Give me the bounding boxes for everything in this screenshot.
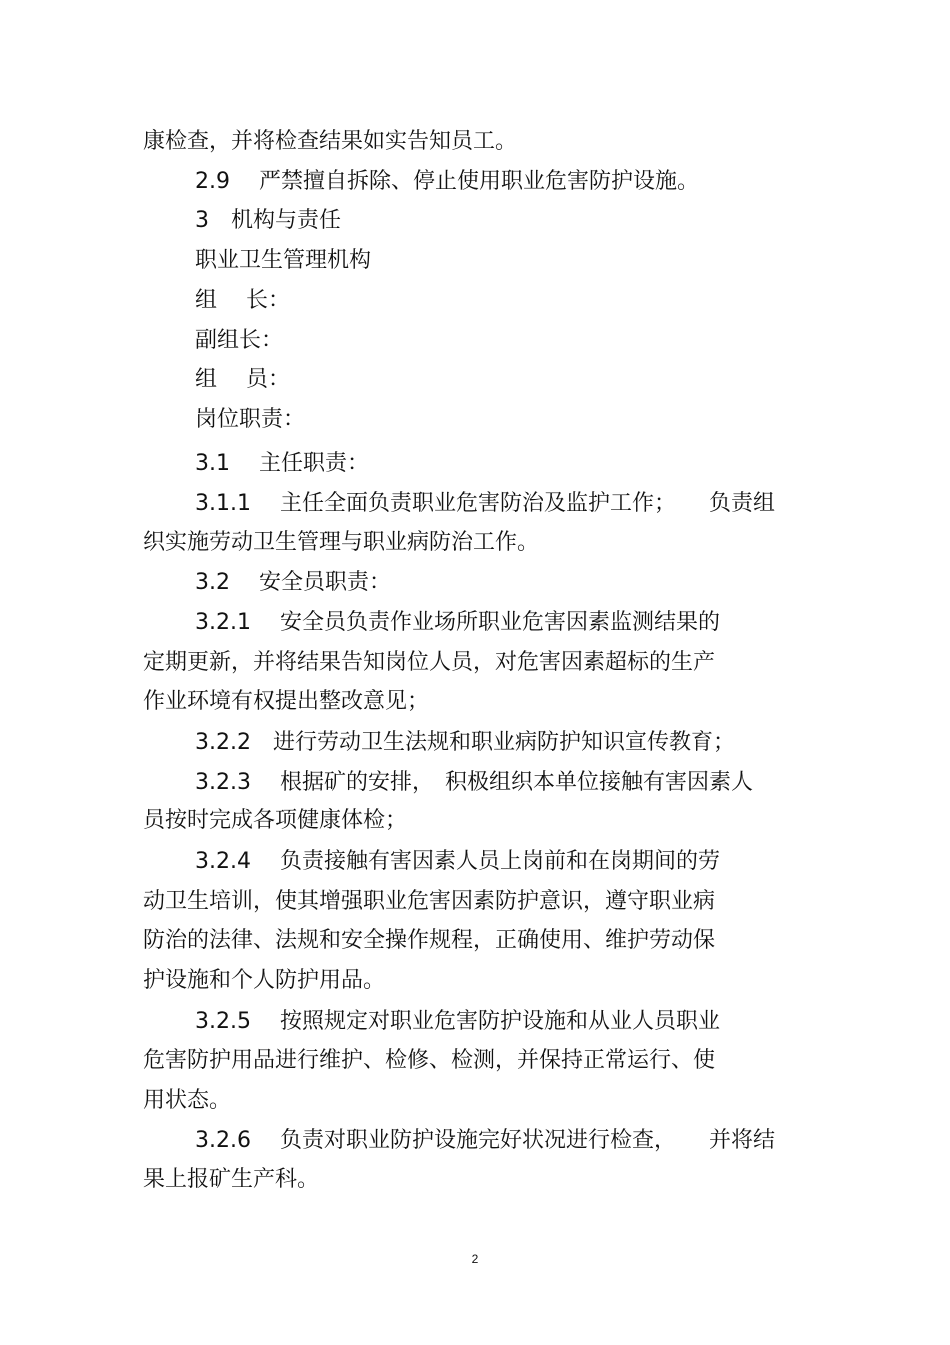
text-line: 3.2.5 按照规定对职业危害防护设施和从业人员职业 (195, 1009, 720, 1034)
text-line: 岗位职责： (195, 407, 306, 432)
text-line: 果上报矿生产科。 (143, 1167, 320, 1192)
text-line: 3.2.2 进行劳动卫生法规和职业病防护知识宣传教育； (195, 730, 735, 755)
text-line: 康检查，并将检查结果如实告知员工。 (143, 129, 518, 154)
text-line: 职业卫生管理机构 (195, 248, 372, 273)
text-line: 3.2.1 安全员负责作业场所职业危害因素监测结果的 (195, 610, 720, 635)
text-line: 组 长： (195, 288, 290, 313)
text-line: 副组长： (195, 328, 284, 353)
text-line: 员按时完成各项健康体检； (143, 808, 408, 833)
page-number: 2 (471, 1252, 479, 1266)
text-line: 3.2.6 负责对职业防护设施完好状况进行检查， 并将结 (195, 1128, 775, 1153)
text-line: 作业环境有权提出整改意见； (143, 689, 430, 714)
text-line: 危害防护用品进行维护、检修、检测，并保持正常运行、使 (143, 1048, 716, 1073)
text-line: 动卫生培训，使其增强职业危害因素防护意识，遵守职业病 (143, 889, 716, 914)
text-line: 防治的法律、法规和安全操作规程，正确使用、维护劳动保 (143, 928, 716, 953)
text-line: 护设施和个人防护用品。 (143, 968, 386, 993)
text-line: 3.2.3 根据矿的安排， 积极组织本单位接触有害因素人 (195, 770, 753, 795)
text-line: 3.2.4 负责接触有害因素人员上岗前和在岗期间的劳 (195, 849, 720, 874)
text-line: 用状态。 (143, 1088, 232, 1113)
text-line: 组 员： (195, 367, 290, 392)
text-line: 2.9 严禁擅自拆除、停止使用职业危害防护设施。 (195, 169, 699, 194)
text-line: 定期更新，并将结果告知岗位人员，对危害因素超标的生产 (143, 650, 716, 675)
text-line: 3.1 主任职责： (195, 451, 369, 476)
text-line: 3.2 安全员职责： (195, 570, 391, 595)
section-heading: 3 机构与责任 (195, 208, 341, 233)
text-line: 3.1.1 主任全面负责职业危害防治及监护工作； 负责组 (195, 491, 775, 516)
text-line: 织实施劳动卫生管理与职业病防治工作。 (143, 530, 540, 555)
